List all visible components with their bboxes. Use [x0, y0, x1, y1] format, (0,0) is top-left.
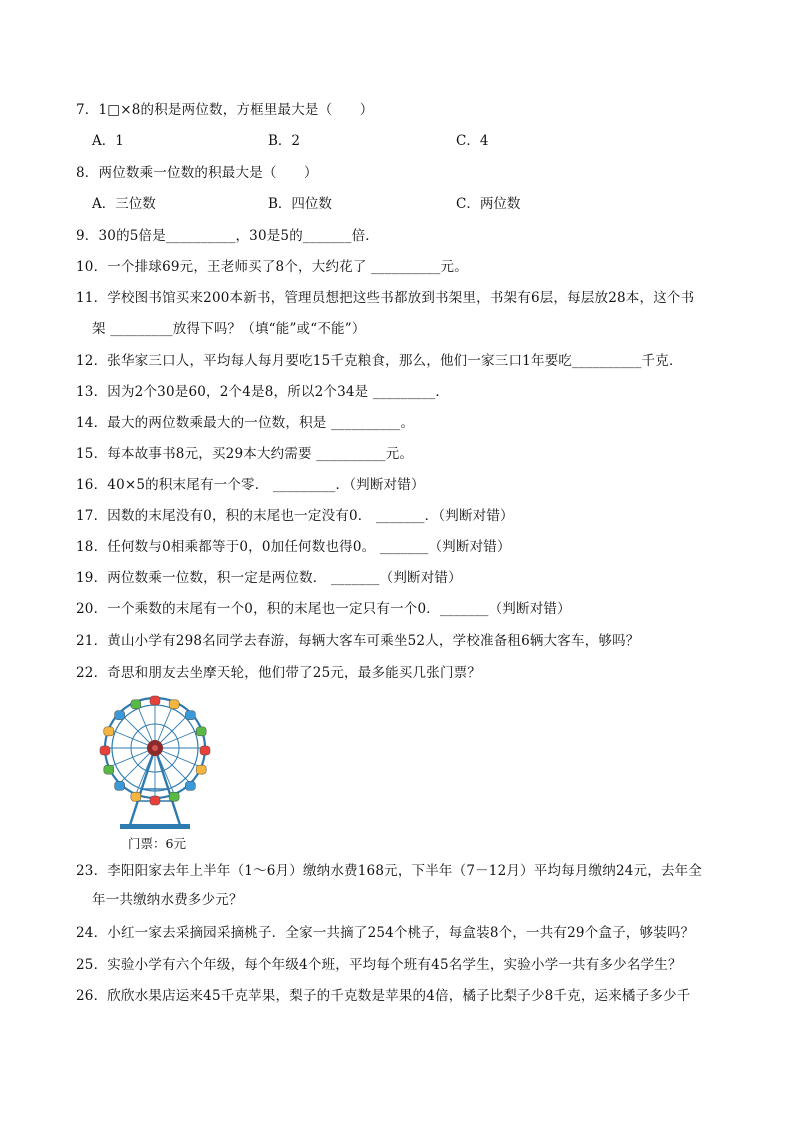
question-22: 22．奇思和朋友去坐摩天轮，他们带了25元，最多能买几张门票？ [76, 665, 482, 681]
question-14: 14．最大的两位数乘最大的一位数，积是 __________。 [76, 415, 415, 431]
question-25: 25．实验小学有六个年级，每个年级4个班，平均每个班有45名学生，实验小学一共有多少名学生？ [76, 957, 682, 973]
question-12: 12．张华家三口人，平均每人每月要吃15千克粮食，那么，他们一家三口1年要吃__________千克． [76, 353, 683, 369]
question-24: 24．小红一家去采摘园采摘桃子．全家一共摘了254个桃子，每盒装8个，一共有29个盒子，够装吗？ [76, 925, 695, 941]
gondola-icon [150, 796, 160, 805]
question-7: 7．1□×8的积是两位数，方框里最大是（ ） [76, 102, 374, 118]
question-23-line-1: 23．李阳阳家去年上半年（1～6月）缴纳水费168元，下半年（7－12月）平均每月缴纳24元，去年全 [76, 863, 703, 879]
gondola-icon [131, 792, 141, 801]
question-8-option-a: A．三位数 [92, 196, 156, 212]
question-11-line-2: 架 _________放得下吗？（填“能”或“不能”） [92, 321, 366, 337]
gondola-icon [131, 700, 141, 709]
question-7-option-a: A．1 [92, 133, 124, 149]
gondola-icon [104, 765, 114, 774]
ticket-price-caption: 门票：6元 [128, 836, 186, 851]
question-23-line-2: 年一共缴纳水费多少元？ [92, 892, 243, 908]
gondola-icon [185, 711, 195, 720]
gondola-icon [196, 765, 206, 774]
gondola-icon [169, 792, 179, 801]
question-19: 19．两位数乘一位数，积一定是两位数． _______（判断对错） [76, 570, 462, 586]
question-10: 10．一个排球69元，王老师买了8个，大约花了 __________元。 [76, 259, 468, 275]
gondola-icon [169, 700, 179, 709]
question-16: 16．40×5的积末尾有一个零． _________．（判断对错） [76, 477, 425, 493]
question-7-option-c: C．4 [456, 133, 489, 149]
question-11-line-1: 11．学校图书馆买来200本新书，管理员想把这些书都放到书架里，书架有6层，每层放28本，这个书 [76, 290, 695, 306]
question-15: 15．每本故事书8元，买29本大约需要 __________元。 [76, 446, 414, 462]
gondola-icon [185, 781, 195, 790]
ferris-wheel-icon [90, 693, 220, 833]
gondola-icon [200, 746, 210, 755]
question-20: 20．一个乘数的末尾有一个0，积的末尾也一定只有一个0．_______（判断对错） [76, 601, 571, 617]
question-21: 21．黄山小学有298名同学去春游，每辆大客车可乘坐52人，学校准备租6辆大客车，够吗？ [76, 633, 640, 649]
question-8: 8．两位数乘一位数的积最大是（ ） [76, 165, 318, 181]
gondola-icon [100, 746, 110, 755]
question-7-option-b: B．2 [268, 133, 301, 149]
question-8-option-c: C．两位数 [456, 196, 521, 212]
gondola-icon [115, 781, 125, 790]
question-26: 26．欣欣水果店运来45千克苹果，梨子的千克数是苹果的4倍，橘子比梨子少8千克，运来橘子多少千 [76, 988, 691, 1004]
question-13: 13．因为2个30是60，2个4是8，所以2个34是 _________． [76, 384, 450, 400]
question-17: 17．因数的末尾没有0，积的末尾也一定没有0． _______．（判断对错） [76, 508, 514, 524]
question-8-option-b: B．四位数 [268, 196, 332, 212]
question-18: 18．任何数与0相乘都等于0，0加任何数也得0。 _______（判断对错） [76, 539, 511, 555]
gondola-icon [115, 711, 125, 720]
ferris-wheel-illustration [90, 693, 220, 833]
question-9: 9．30的5倍是__________，30是5的_______倍． [76, 228, 379, 244]
gondola-icon [196, 727, 206, 736]
gondola-icon [104, 727, 114, 736]
gondola-icon [150, 696, 160, 705]
